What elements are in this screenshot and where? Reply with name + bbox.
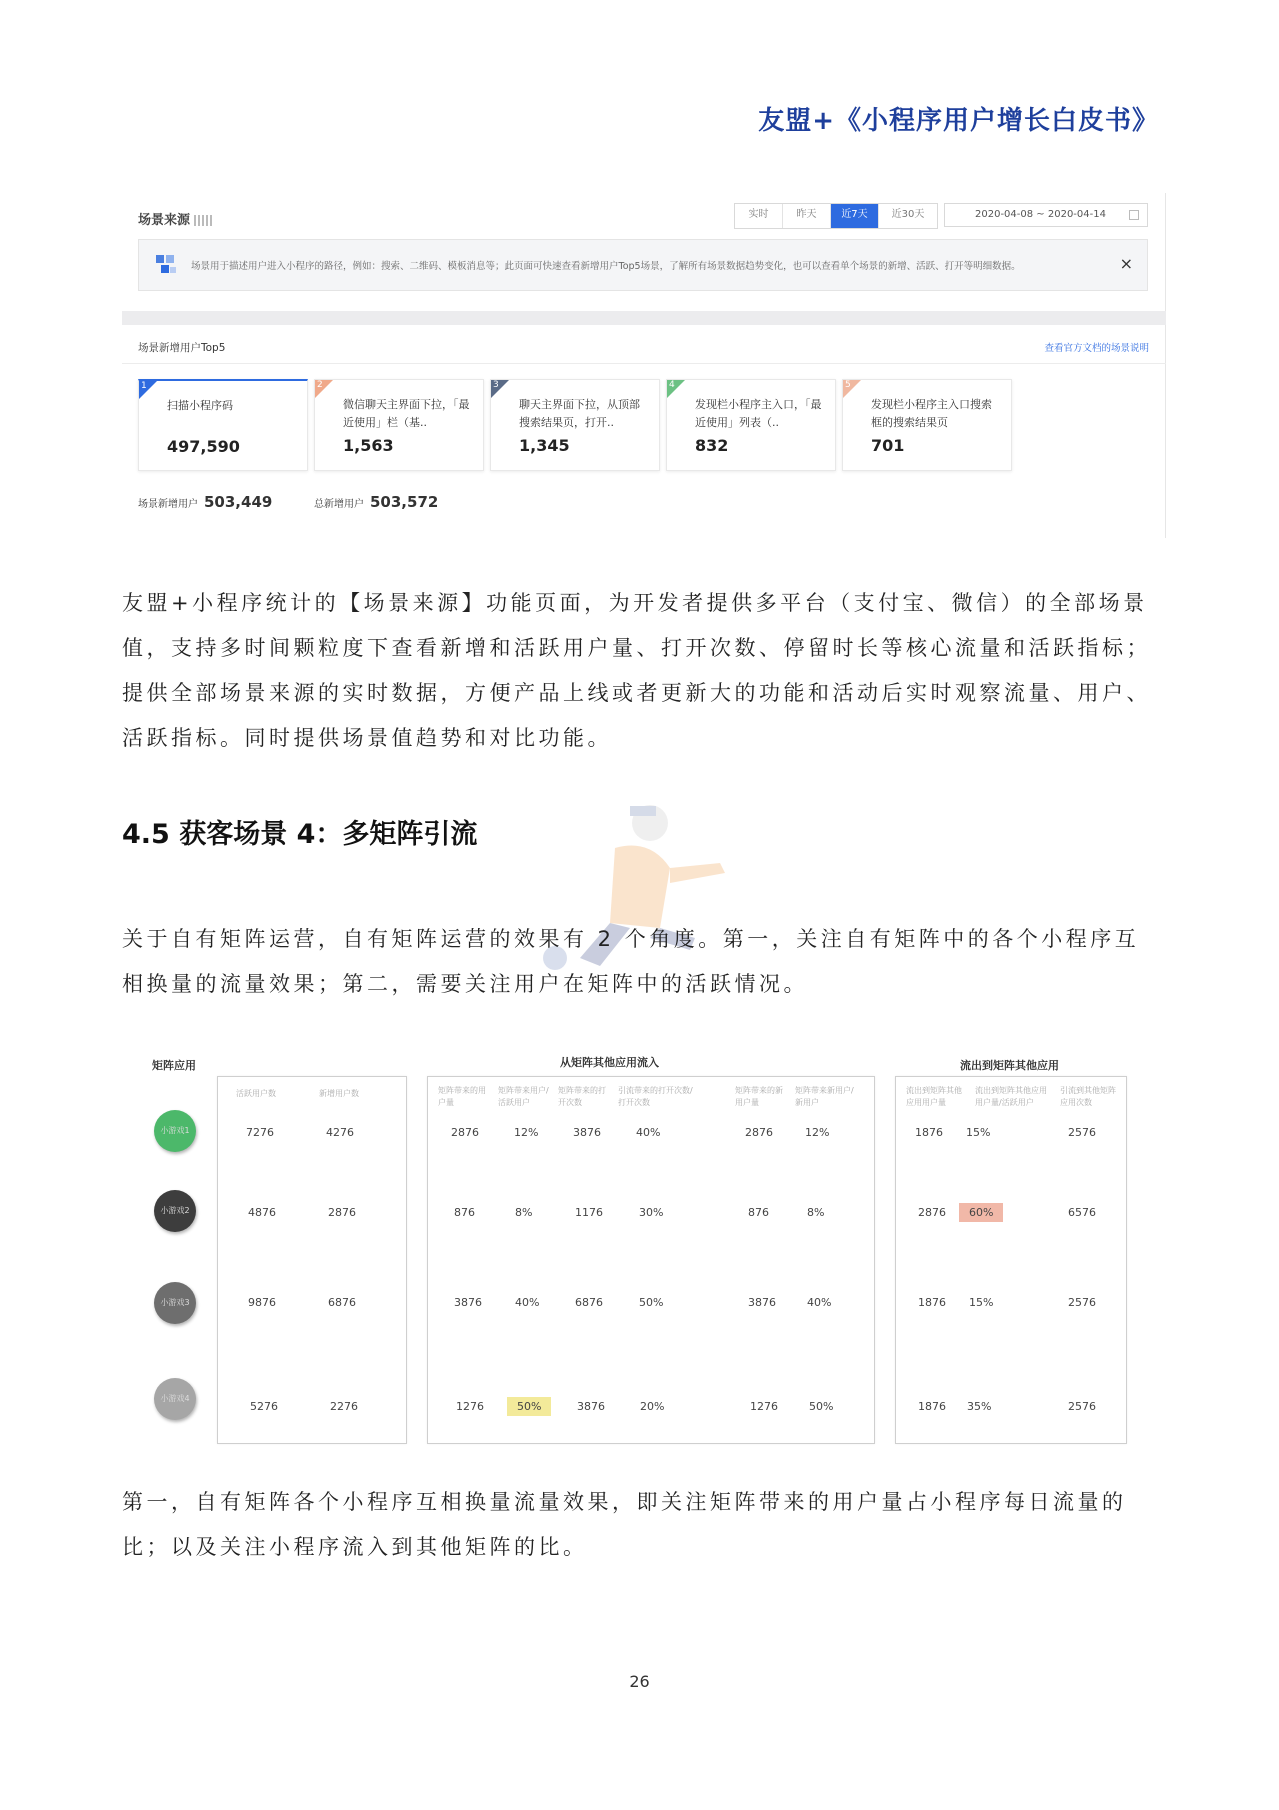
scene-label: 微信聊天主界面下拉，「最近使用」栏（基.. xyxy=(343,398,470,429)
matrix-apps-title: 矩阵应用 xyxy=(152,1059,196,1072)
paragraph-scene-source: 友盟+小程序统计的【场景来源】功能页面，为开发者提供多平台（支付宝、微信）的全部场景值，支持多时间颗粒度下查看新增和活跃用户量、打开次数、停留时长等核心流量和活跃指标；提供全部场景来源的实时数据，方便产品上线或者更新大的功能和活动后实时观察流量、用户、活跃指标。同时提供场景值趋势和对比功能。 xyxy=(122,591,1151,750)
active-users: 5276 xyxy=(250,1400,278,1413)
inflow-opens: 3876 xyxy=(573,1126,601,1139)
scene-label: 聊天主界面下拉，从顶部搜索结果页，打开.. xyxy=(519,398,640,429)
outflow-opens: 2576 xyxy=(1068,1400,1096,1413)
inflow-open-ratio: 50% xyxy=(639,1296,664,1309)
outflow-opens: 6576 xyxy=(1068,1206,1096,1219)
rank-number: 1 xyxy=(141,381,147,391)
inflow-opens: 1176 xyxy=(575,1206,603,1219)
active-users: 7276 xyxy=(246,1126,274,1139)
scene-source-screenshot xyxy=(122,193,1166,538)
scene-card-4[interactable] xyxy=(666,379,836,471)
inflow-new-ratio: 40% xyxy=(807,1296,832,1309)
outflow-ratio: 15% xyxy=(969,1296,994,1309)
inflow-opens: 6876 xyxy=(575,1296,603,1309)
calendar-icon xyxy=(1129,210,1139,220)
title-mark-icon xyxy=(194,215,212,226)
scene-value: 1,345 xyxy=(519,436,570,455)
top5-subtitle: 场景新增用户Top5 xyxy=(138,342,226,354)
new-users: 4276 xyxy=(326,1126,354,1139)
scene-value: 497,590 xyxy=(167,437,240,456)
col-header: 矩阵带来的新用户量 xyxy=(735,1086,783,1107)
scene-label: 发现栏小程序主入口，「最近使用」列表（.. xyxy=(695,398,822,429)
tab-yesterday[interactable]: 昨天 xyxy=(783,204,831,228)
scene-label: 发现栏小程序主入口搜索框的搜索结果页 xyxy=(871,398,992,429)
scene-new-users-total: 场景新增用户 503,449 xyxy=(138,493,273,511)
inflow-users: 876 xyxy=(454,1206,475,1219)
col-header: 引流到其他矩阵应用次数 xyxy=(1060,1086,1116,1107)
paragraph-matrix-intro: 关于自有矩阵运营，自有矩阵运营的效果有 2 个角度。第一，关注自有矩阵中的各个小程序互相换量的流量效果；第二，需要关注用户在矩阵中的活跃情况。 xyxy=(122,927,1140,996)
docs-link[interactable]: 查看官方文档的场景说明 xyxy=(1044,343,1149,354)
tab-last-30-days[interactable]: 近30天 xyxy=(891,209,925,220)
tab-realtime[interactable]: 实时 xyxy=(735,204,783,228)
inflow-open-ratio: 30% xyxy=(639,1206,664,1219)
col-header: 矩阵带来新用户/新用户 xyxy=(795,1086,854,1107)
paragraph-matrix-effect: 第一，自有矩阵各个小程序互相换量流量效果，即关注矩阵带来的用户量占小程序每日流量的比；以及关注小程序流入到其他矩阵的比。 xyxy=(122,1490,1127,1559)
scene-value: 1,563 xyxy=(343,436,394,455)
outflow-users: 1876 xyxy=(918,1400,946,1413)
rank-number: 5 xyxy=(845,380,851,390)
inflow-user-ratio: 40% xyxy=(515,1296,540,1309)
col-header: 新增用户数 xyxy=(319,1089,359,1098)
scene-label: 扫描小程序码 xyxy=(167,399,233,412)
scene-value: 701 xyxy=(871,436,905,455)
scene-source-title: 场景来源 xyxy=(138,209,212,228)
inflow-new-users: 1276 xyxy=(750,1400,778,1413)
outflow-opens: 2576 xyxy=(1068,1296,1096,1309)
inflow-opens: 3876 xyxy=(577,1400,605,1413)
inflow-title: 从矩阵其他应用流入 xyxy=(560,1056,659,1069)
section-heading: 4.5 获客场景 4：多矩阵引流 xyxy=(122,819,478,850)
inflow-users: 3876 xyxy=(454,1296,482,1309)
inflow-new-users: 3876 xyxy=(748,1296,776,1309)
rank-number: 2 xyxy=(317,380,323,390)
new-users: 6876 xyxy=(328,1296,356,1309)
scene-card-2[interactable] xyxy=(314,379,484,471)
new-users: 2276 xyxy=(330,1400,358,1413)
scene-card-3[interactable] xyxy=(490,379,660,471)
divider xyxy=(122,363,1166,364)
col-header: 活跃用户数 xyxy=(236,1089,276,1098)
inflow-new-users: 2876 xyxy=(745,1126,773,1139)
inflow-users: 2876 xyxy=(451,1126,479,1139)
scene-card-5[interactable] xyxy=(842,379,1012,471)
inflow-user-ratio-highlighted: 50% xyxy=(507,1397,551,1416)
top5-cards xyxy=(138,379,1012,471)
matrix-table-screenshot xyxy=(140,1040,1140,1450)
inflow-new-ratio: 8% xyxy=(807,1206,825,1219)
inflow-open-ratio: 20% xyxy=(640,1400,665,1413)
col-header: 流出到矩阵其他应用用户量 xyxy=(906,1086,962,1107)
rank-number: 3 xyxy=(493,380,499,390)
close-icon[interactable]: × xyxy=(1119,254,1133,273)
outflow-opens: 2576 xyxy=(1068,1126,1096,1139)
scene-card-1[interactable] xyxy=(138,379,308,471)
app-avatar[interactable]: 小游戏1 xyxy=(154,1110,196,1152)
inflow-user-ratio: 12% xyxy=(514,1126,539,1139)
outflow-ratio: 35% xyxy=(967,1400,992,1413)
outflow-title: 流出到矩阵其他应用 xyxy=(960,1059,1059,1072)
inflow-open-ratio: 40% xyxy=(636,1126,661,1139)
new-users: 2876 xyxy=(328,1206,356,1219)
col-header: 矩阵带来的用户量 xyxy=(438,1086,486,1107)
inflow-new-users: 876 xyxy=(748,1206,769,1219)
col-header: 流出到矩阵其他应用用户量/活跃用户 xyxy=(975,1086,1047,1107)
app-avatar[interactable]: 小游戏3 xyxy=(154,1282,196,1324)
col-header: 矩阵带来的打开次数 xyxy=(558,1086,606,1107)
section-gap xyxy=(122,311,1166,325)
inflow-user-ratio: 8% xyxy=(515,1206,533,1219)
outflow-users: 2876 xyxy=(918,1206,946,1219)
info-text: 场景用于描述用户进入小程序的路径，例如：搜索、二维码、模板消息等；此页面可快速查看新增用户Top5场景，了解所有场景数据趋势变化，也可以查看单个场景的新增、活跃、打开等明细数据。 xyxy=(191,261,1021,272)
rank-number: 4 xyxy=(669,380,675,390)
app-avatar[interactable]: 小游戏4 xyxy=(154,1378,196,1420)
time-range-tabs xyxy=(734,203,938,229)
report-title: 友盟+《小程序用户增长白皮书》 xyxy=(758,106,1159,136)
col-header: 矩阵带来用户/活跃用户 xyxy=(498,1086,549,1107)
outflow-users: 1876 xyxy=(918,1296,946,1309)
info-banner xyxy=(138,239,1148,291)
all-new-users-total: 总新增用户 503,572 xyxy=(314,493,439,511)
tab-last-7-days[interactable]: 近7天 xyxy=(831,204,879,228)
cubes-icon xyxy=(153,252,179,278)
outflow-users: 1876 xyxy=(915,1126,943,1139)
outflow-ratio: 15% xyxy=(966,1126,991,1139)
col-header: 引流带来的打开次数/打开次数 xyxy=(618,1086,693,1107)
active-users: 9876 xyxy=(248,1296,276,1309)
active-users: 4876 xyxy=(248,1206,276,1219)
date-range-picker[interactable]: 2020-04-08 ~ 2020-04-14 xyxy=(944,203,1148,227)
inflow-new-ratio: 50% xyxy=(809,1400,834,1413)
app-avatar[interactable]: 小游戏2 xyxy=(154,1190,196,1232)
inflow-users: 1276 xyxy=(456,1400,484,1413)
page-number: 26 xyxy=(629,1672,650,1691)
inflow-new-ratio: 12% xyxy=(805,1126,830,1139)
scene-value: 832 xyxy=(695,436,729,455)
outflow-ratio-highlighted: 60% xyxy=(959,1203,1003,1222)
